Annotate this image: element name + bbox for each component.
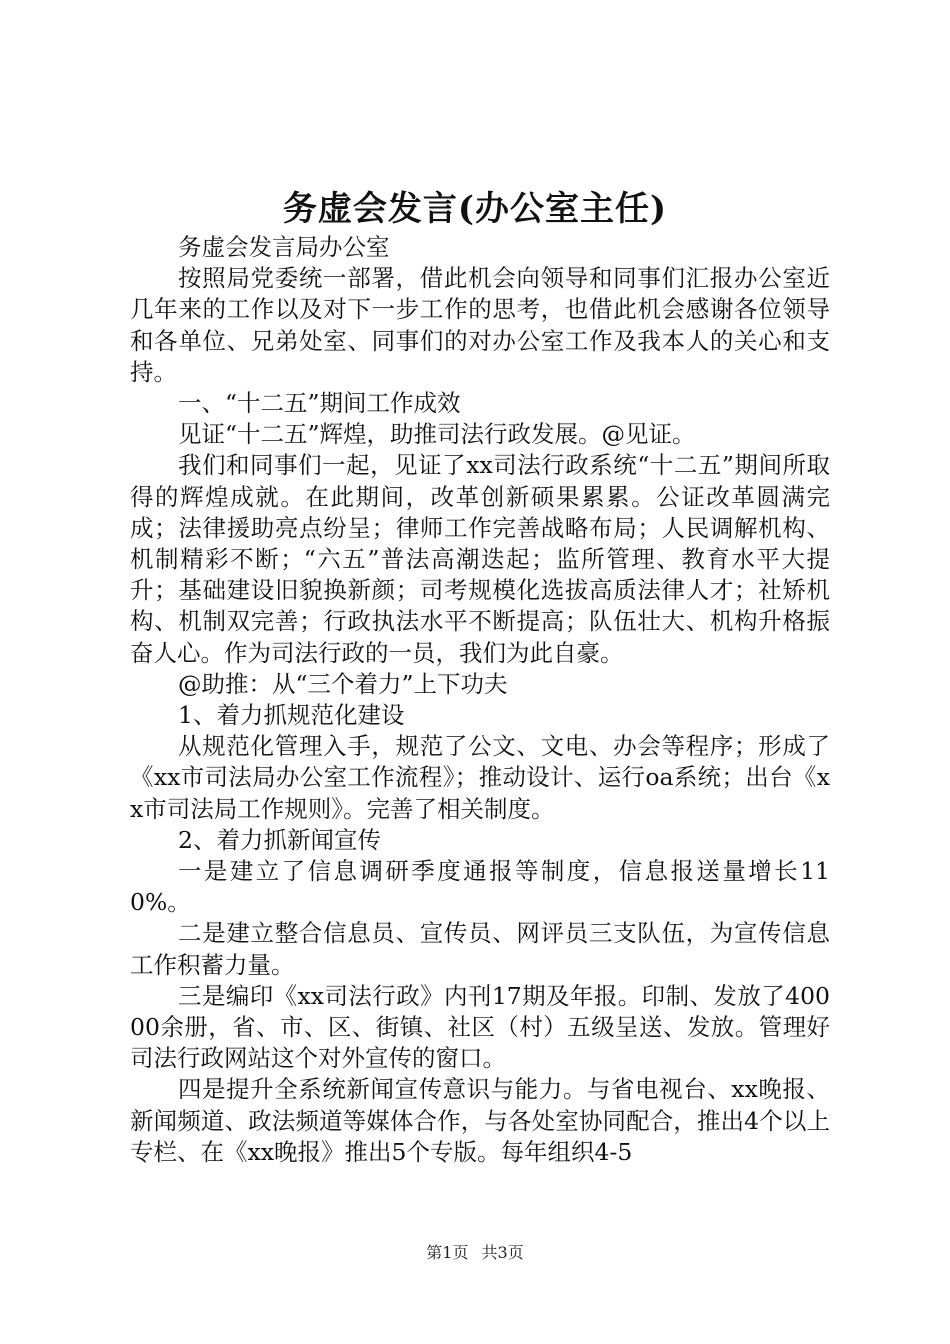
paragraph-publicity-2: 二是建立整合信息员、宣传员、网评员三支队伍，为宣传信息工作积蓄力量。 <box>130 919 830 979</box>
paragraph-achievements: 我们和同事们一起，见证了xx司法行政系统“十二五”期间所取得的辉煌成就。在此期间，改革创新硕果累累。公证改革圆满完成；法律援助亮点纷呈；律师工作完善战略布局；人民调解机构、机制精彩不断；“六五”普法高潮迭起；监所管理、教育水平大提升；基础建设旧貌换新颜；司考规模化选拔高质法律人才；社矫机构、机制双完善；行政执法水平不断提高；队伍壮大、机构升格振奋人心。作为司法行政的一员，我们为此自豪。 <box>130 451 830 667</box>
paragraph-witness-heading: 见证“十二五”辉煌，助推司法行政发展。@见证。 <box>178 420 696 449</box>
paragraph-intro: 按照局党委统一部署，借此机会向领导和同事们汇报办公室近几年来的工作以及对下一步工作的思考，也借此机会感谢各位领导和各单位、兄弟处室、同事们的对办公室工作及我本人的关心和支持。 <box>130 264 830 386</box>
paragraph-promote-heading: @助推：从“三个着力”上下功夫 <box>178 669 508 698</box>
paragraph-standardization: 从规范化管理入手，规范了公文、文电、办会等程序；形成了《xx市司法局办公室工作流程》；推动设计、运行oa系统；出台《xx市司法局工作规则》。完善了相关制度。 <box>130 732 830 823</box>
page-number: 第1页 <box>426 1243 469 1262</box>
section-heading-1: 一、“十二五”期间工作成效 <box>178 389 461 418</box>
paragraph-publicity-3: 三是编印《xx司法行政》内刊17期及年报。印制、发放了40000余册，省、市、区、街镇、社区（村）五级呈送、发放。管理好司法行政网站这个对外宣传的窗口。 <box>130 981 830 1073</box>
paragraph-subtitle: 务虚会发言局办公室 <box>178 233 390 261</box>
page-footer <box>0 1242 950 1264</box>
subheading-standardization: 1、着力抓规范化建设 <box>178 701 405 730</box>
document-title: 务虚会发言(办公室主任) <box>282 189 668 229</box>
subheading-publicity: 2、着力抓新闻宣传 <box>178 825 381 854</box>
page-total: 共3页 <box>481 1243 524 1262</box>
document-body <box>130 232 830 1168</box>
paragraph-publicity-4: 四是提升全系统新闻宣传意识与能力。与省电视台、xx晚报、新闻频道、政法频道等媒体合作，与各处室协同配合，推出4个以上专栏、在《xx晚报》推出5个专版。每年组织4-5 <box>130 1075 830 1166</box>
paragraph-publicity-1: 一是建立了信息调研季度通报等制度，信息报送量增长110%。 <box>130 857 830 917</box>
